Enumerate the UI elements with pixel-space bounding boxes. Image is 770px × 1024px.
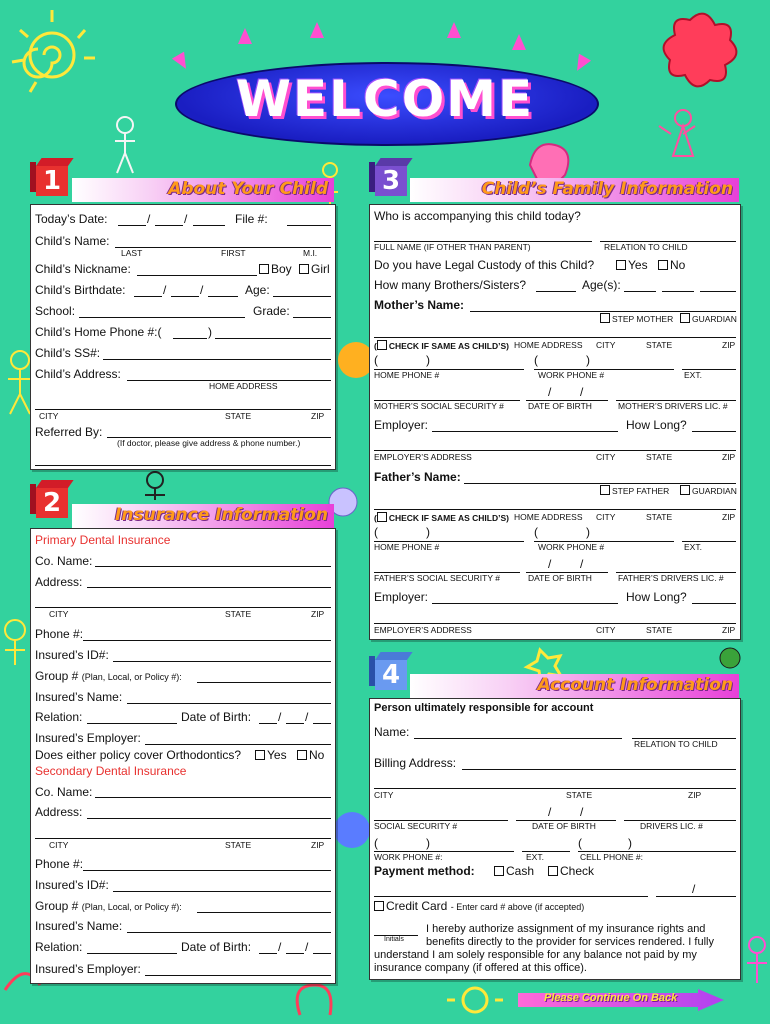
account-panel: Person ultimately responsible for account Name: RELATION TO CHILD Billing Address: CITY STATE ZIP / / SOCIAL SECURITY # DATE OF BIRTH DRIVERS LIC. # ( ) ( ) WORK PHONE #: EXT. CELL PHONE #: Payment method: Cash Check / Credit Card - Enter card # above (if accepted) Initials I hereby authorize assignment of my insurance rights and benefits directly to the provider for services rendered. I fully understand I am solely responsible for any balance not paid by my insurance company (if offered at this office). bbox=[369, 698, 741, 980]
checkbox-icon bbox=[494, 866, 504, 876]
ortho-no-checkbox[interactable]: No bbox=[297, 748, 324, 762]
heart-doodle-icon-bottom bbox=[297, 985, 331, 1015]
section-3-banner bbox=[410, 178, 739, 202]
flower-doodle-icon bbox=[664, 14, 737, 87]
secondary-insured-name-field[interactable] bbox=[127, 932, 331, 933]
triangle-doodle-icon bbox=[512, 34, 526, 50]
checkbox-icon bbox=[616, 260, 626, 270]
primary-phone-field[interactable] bbox=[83, 640, 331, 641]
ortho-yes-checkbox[interactable]: Yes bbox=[255, 748, 287, 762]
father-employer-field[interactable] bbox=[432, 603, 618, 604]
boy-figure-doodle-icon bbox=[8, 351, 32, 414]
card-expiry-field[interactable] bbox=[656, 896, 736, 897]
ball-doodle-icon-2 bbox=[334, 812, 370, 848]
right-figure-doodle-icon bbox=[747, 937, 767, 983]
about-child-panel: Today’s Date: / / File #: Child’s Name: LAST FIRST M.I. Child’s Nickname: Boy Girl Child’s Birthdate: / / Age: School: Grade: Child’s Home Phone #:( ) Child’s SS#: Child’s Address: HOME ADDRESS CITY STATE ZIP Referred By: (If doctor, please give address & phone number.) bbox=[30, 204, 336, 470]
account-name-field[interactable] bbox=[414, 738, 622, 739]
checkbox-icon bbox=[600, 313, 610, 323]
father-name-field[interactable] bbox=[464, 483, 736, 484]
checkbox-icon bbox=[299, 264, 309, 274]
insurance-panel: Primary Dental Insurance Co. Name: Address: CITY STATE ZIP Phone #: Insured’s ID#: Group # (Plan, Local, or Policy #): Insured’s Name: Relation: Date of Birth: / / Insured’s Employer: Does either policy cover Orthodontics? Yes No Secondary Dental Insurance Co. Name: Address: CITY STATE ZIP Phone #: Insured’s ID#: Group # (Plan, Local, or Policy #): Insured’s Name: Relation: Date of Birth: / / Insured’s Employer: bbox=[30, 528, 336, 984]
step-mother-checkbox[interactable]: STEP MOTHER bbox=[600, 313, 673, 324]
section-1-banner bbox=[72, 178, 334, 202]
nickname-field[interactable] bbox=[137, 275, 257, 276]
primary-insured-id-field[interactable] bbox=[113, 661, 331, 662]
mother-employer-field[interactable] bbox=[432, 431, 618, 432]
section-4-title: Account Information bbox=[537, 675, 733, 695]
sketch-figure-doodle-icon bbox=[5, 620, 25, 665]
secondary-relation-field[interactable] bbox=[87, 953, 177, 954]
payment-credit-checkbox[interactable]: Credit Card - Enter card # above (if accepted) bbox=[374, 899, 584, 913]
mother-same-address-checkbox[interactable]: ( CHECK IF SAME AS CHILD’S) bbox=[374, 341, 509, 351]
checkbox-icon bbox=[658, 260, 668, 270]
continue-on-back-arrow[interactable] bbox=[518, 989, 728, 1011]
triangle-doodle-icon bbox=[447, 22, 461, 38]
primary-insured-name-field[interactable] bbox=[127, 703, 331, 704]
checkbox-icon bbox=[680, 485, 690, 495]
custody-no-checkbox[interactable]: No bbox=[658, 258, 685, 272]
section-1-title: About Your Child bbox=[168, 179, 328, 199]
billing-address-field[interactable] bbox=[462, 769, 736, 770]
section-4-banner bbox=[410, 674, 739, 698]
checkbox-icon bbox=[255, 750, 265, 760]
sun-doodle-icon bbox=[12, 10, 95, 92]
primary-company-field[interactable] bbox=[95, 566, 331, 567]
primary-employer-field[interactable] bbox=[145, 744, 331, 745]
triangle-doodle-icon bbox=[310, 22, 324, 38]
section-2-cube-icon: 2 bbox=[30, 480, 68, 518]
secondary-insured-id-field[interactable] bbox=[113, 891, 331, 892]
school-field[interactable] bbox=[79, 317, 245, 318]
boy-checkbox[interactable]: Boy bbox=[259, 262, 292, 276]
mother-guardian-checkbox[interactable]: GUARDIAN bbox=[680, 313, 737, 324]
page-title: WELCOME bbox=[235, 70, 535, 128]
tree-doodle-icon bbox=[720, 648, 740, 668]
secondary-phone-field[interactable] bbox=[83, 870, 331, 871]
checkbox-icon bbox=[297, 750, 307, 760]
continue-label: Please Continue On Back bbox=[544, 992, 678, 1004]
section-3-title: Child’s Family Information bbox=[481, 179, 733, 199]
mother-name-field[interactable] bbox=[470, 311, 736, 312]
ssn-field[interactable] bbox=[103, 359, 331, 360]
card-number-field[interactable] bbox=[374, 896, 648, 897]
jump-figure-doodle-icon bbox=[145, 472, 165, 500]
primary-relation-field[interactable] bbox=[87, 723, 177, 724]
secondary-employer-field[interactable] bbox=[145, 975, 331, 976]
girl-checkbox[interactable]: Girl bbox=[299, 262, 330, 276]
section-1-cube-icon: 1 bbox=[30, 158, 68, 196]
checkbox-icon bbox=[680, 313, 690, 323]
payment-check-checkbox[interactable]: Check bbox=[548, 864, 594, 878]
secondary-company-field[interactable] bbox=[95, 797, 331, 798]
checkbox-icon bbox=[600, 485, 610, 495]
checkbox-icon bbox=[374, 901, 384, 911]
family-panel: Who is accompanying this child today? FULL NAME (IF OTHER THAN PARENT) RELATION TO CHILD Do you have Legal Custody of this Child? Yes No How many Brothers/Sisters? Age(s): Mother’s Name: STEP MOTHER GUARDIAN ( CHECK IF SAME AS CHILD’S) HOME ADDRESS CITY STATE ZIP ( ) ( ) HOME PHONE # WORK PHONE # EXT. / / MOTHER’S SOCIAL SECURITY # DATE OF BIRTH MOTHER’S DRIVERS LIC. # Employer: How Long? EMPLOYER’S ADDRESS CITY STATE ZIP Father’s Name: STEP FATHER GUARDIAN ( CHECK IF SAME AS CHILD’S) HOME ADDRESS CITY STATE ZIP ( ) ( ) HOME PHONE # WORK PHONE # EXT. / / FATHER’S SOCIAL SECURITY # DATE OF BIRTH FATHER’S DRIVERS LIC. # Employer: How Long? EMPLOYER’S ADDRESS CITY STATE ZIP bbox=[369, 204, 741, 640]
step-father-checkbox[interactable]: STEP FATHER bbox=[600, 485, 669, 496]
siblings-field[interactable] bbox=[536, 291, 576, 292]
triangle-doodle-icon bbox=[238, 28, 252, 44]
checkbox-icon bbox=[259, 264, 269, 274]
file-number-field[interactable] bbox=[287, 225, 331, 226]
age-field[interactable] bbox=[273, 296, 331, 297]
section-2-banner bbox=[72, 504, 334, 528]
checkbox-icon bbox=[377, 340, 387, 350]
grade-field[interactable] bbox=[293, 317, 331, 318]
custody-yes-checkbox[interactable]: Yes bbox=[616, 258, 648, 272]
girl-figure-doodle-icon bbox=[659, 110, 695, 156]
secondary-address-field[interactable] bbox=[87, 818, 331, 819]
checkbox-icon bbox=[377, 512, 387, 522]
primary-group-field[interactable] bbox=[197, 682, 331, 683]
section-3-cube-icon: 3 bbox=[369, 158, 407, 196]
father-same-address-checkbox[interactable]: ( CHECK IF SAME AS CHILD’S) bbox=[374, 513, 509, 523]
checkbox-icon bbox=[548, 866, 558, 876]
father-guardian-checkbox[interactable]: GUARDIAN bbox=[680, 485, 737, 496]
section-2-title: Insurance Information bbox=[115, 505, 328, 525]
section-4-cube-icon: 4 bbox=[369, 652, 407, 690]
primary-address-field[interactable] bbox=[87, 587, 331, 588]
payment-cash-checkbox[interactable]: Cash bbox=[494, 864, 534, 878]
child-figure-doodle-icon bbox=[115, 117, 135, 173]
home-phone-field[interactable] bbox=[215, 338, 331, 339]
secondary-group-field[interactable] bbox=[197, 912, 331, 913]
